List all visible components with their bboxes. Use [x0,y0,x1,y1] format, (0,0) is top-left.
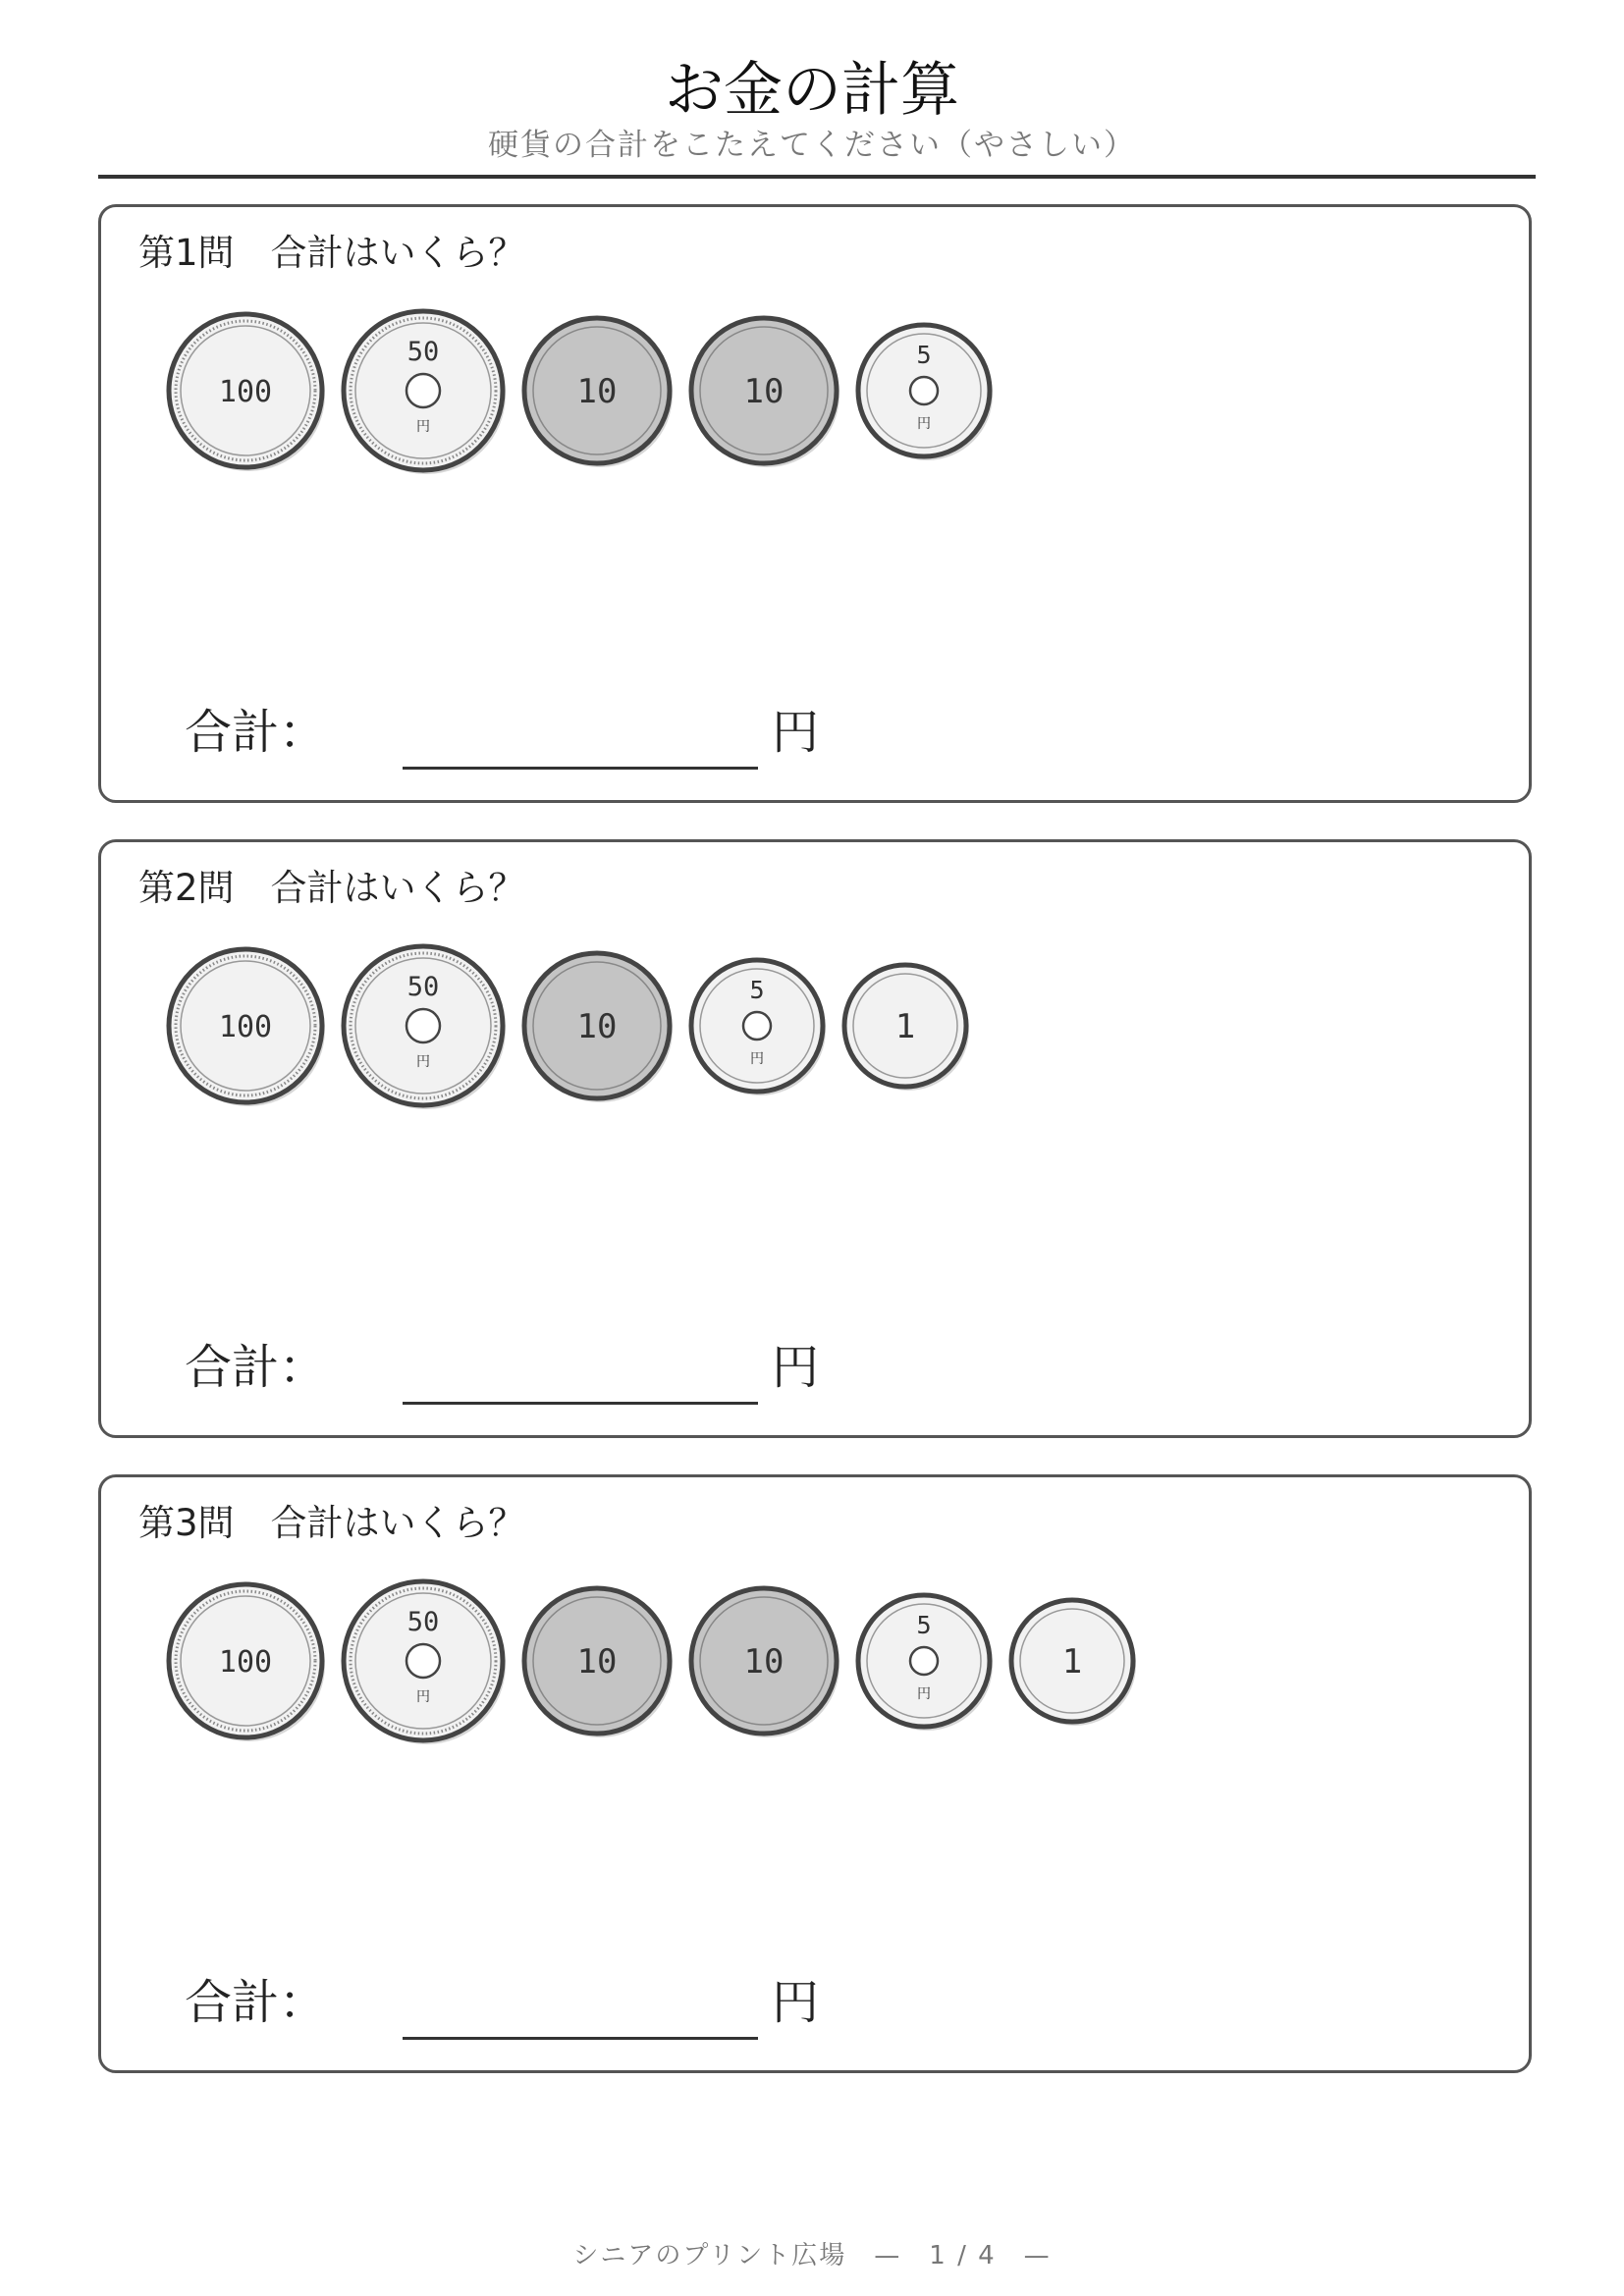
coin-value-label: 100 [218,1644,273,1680]
answer-blank[interactable] [403,1402,758,1405]
answer-blank[interactable] [403,767,758,770]
coin-value-label: 10 [576,1007,618,1047]
coin-value-label: 50 [406,1607,440,1637]
page-title: お金の計算 [665,56,959,125]
coin-50-yen [338,1575,509,1746]
coin-10-yen [518,312,676,469]
coin-value-label: 10 [576,372,618,412]
coin-value-label: 10 [576,1642,618,1682]
problem-label: 第2問 合計はいくら？ [138,867,525,909]
coin-value-label: 50 [406,337,440,367]
coin-100-yen [163,943,328,1108]
coin-value-label: 5 [916,1611,932,1639]
coin-row [163,942,1243,1109]
problem-card-3 [98,1474,1532,2073]
answer-blank[interactable] [403,2037,758,2040]
answer-label: 合計： [185,1975,327,2030]
coin-row [163,1577,1243,1744]
page-subtitle: 硬貨の合計をこたえてください（やさしい） [488,128,1136,163]
coin-5-yen [685,954,829,1097]
problem-card-1 [98,204,1532,803]
coin-10-yen [518,947,676,1104]
coin-5-yen [852,319,996,462]
problem-label: 第1問 合計はいくら？ [138,232,525,274]
coin-50-yen [338,305,509,476]
coin-value-label: 100 [218,1009,273,1044]
coin-value-label: 50 [406,972,440,1002]
problem-card-2 [98,839,1532,1438]
coin-value-label: 5 [916,341,932,369]
coin-row [163,307,1243,474]
coin-50-yen [338,940,509,1111]
problem-label: 第3問 合計はいくら？ [138,1502,525,1544]
page-footer: シニアのプリント広場 — 1 / 4 — [572,2241,1052,2270]
coin-100-yen [163,1578,328,1743]
coin-10-yen [518,1582,676,1739]
coin-unit-label: 円 [416,419,430,435]
coin-10-yen [685,312,842,469]
coin-unit-label: 円 [917,1686,931,1702]
coin-unit-label: 円 [917,416,931,432]
answer-label: 合計： [185,1340,327,1395]
coin-value-label: 5 [749,976,765,1004]
coin-100-yen [163,308,328,473]
coin-10-yen [685,1582,842,1739]
coin-value-label: 1 [1061,1642,1083,1682]
coin-value-label: 1 [894,1007,916,1047]
coin-1-yen [839,959,972,1093]
coin-unit-label: 円 [750,1051,764,1067]
answer-unit: 円 [772,1340,820,1395]
coin-value-label: 100 [218,374,273,409]
coin-value-label: 10 [743,1642,785,1682]
coin-1-yen [1005,1594,1139,1728]
coin-value-label: 10 [743,372,785,412]
title-divider [98,175,1536,179]
answer-label: 合計： [185,705,327,760]
answer-unit: 円 [772,705,820,760]
coin-unit-label: 円 [416,1054,430,1070]
coin-unit-label: 円 [416,1689,430,1705]
answer-unit: 円 [772,1975,820,2030]
coin-5-yen [852,1589,996,1733]
